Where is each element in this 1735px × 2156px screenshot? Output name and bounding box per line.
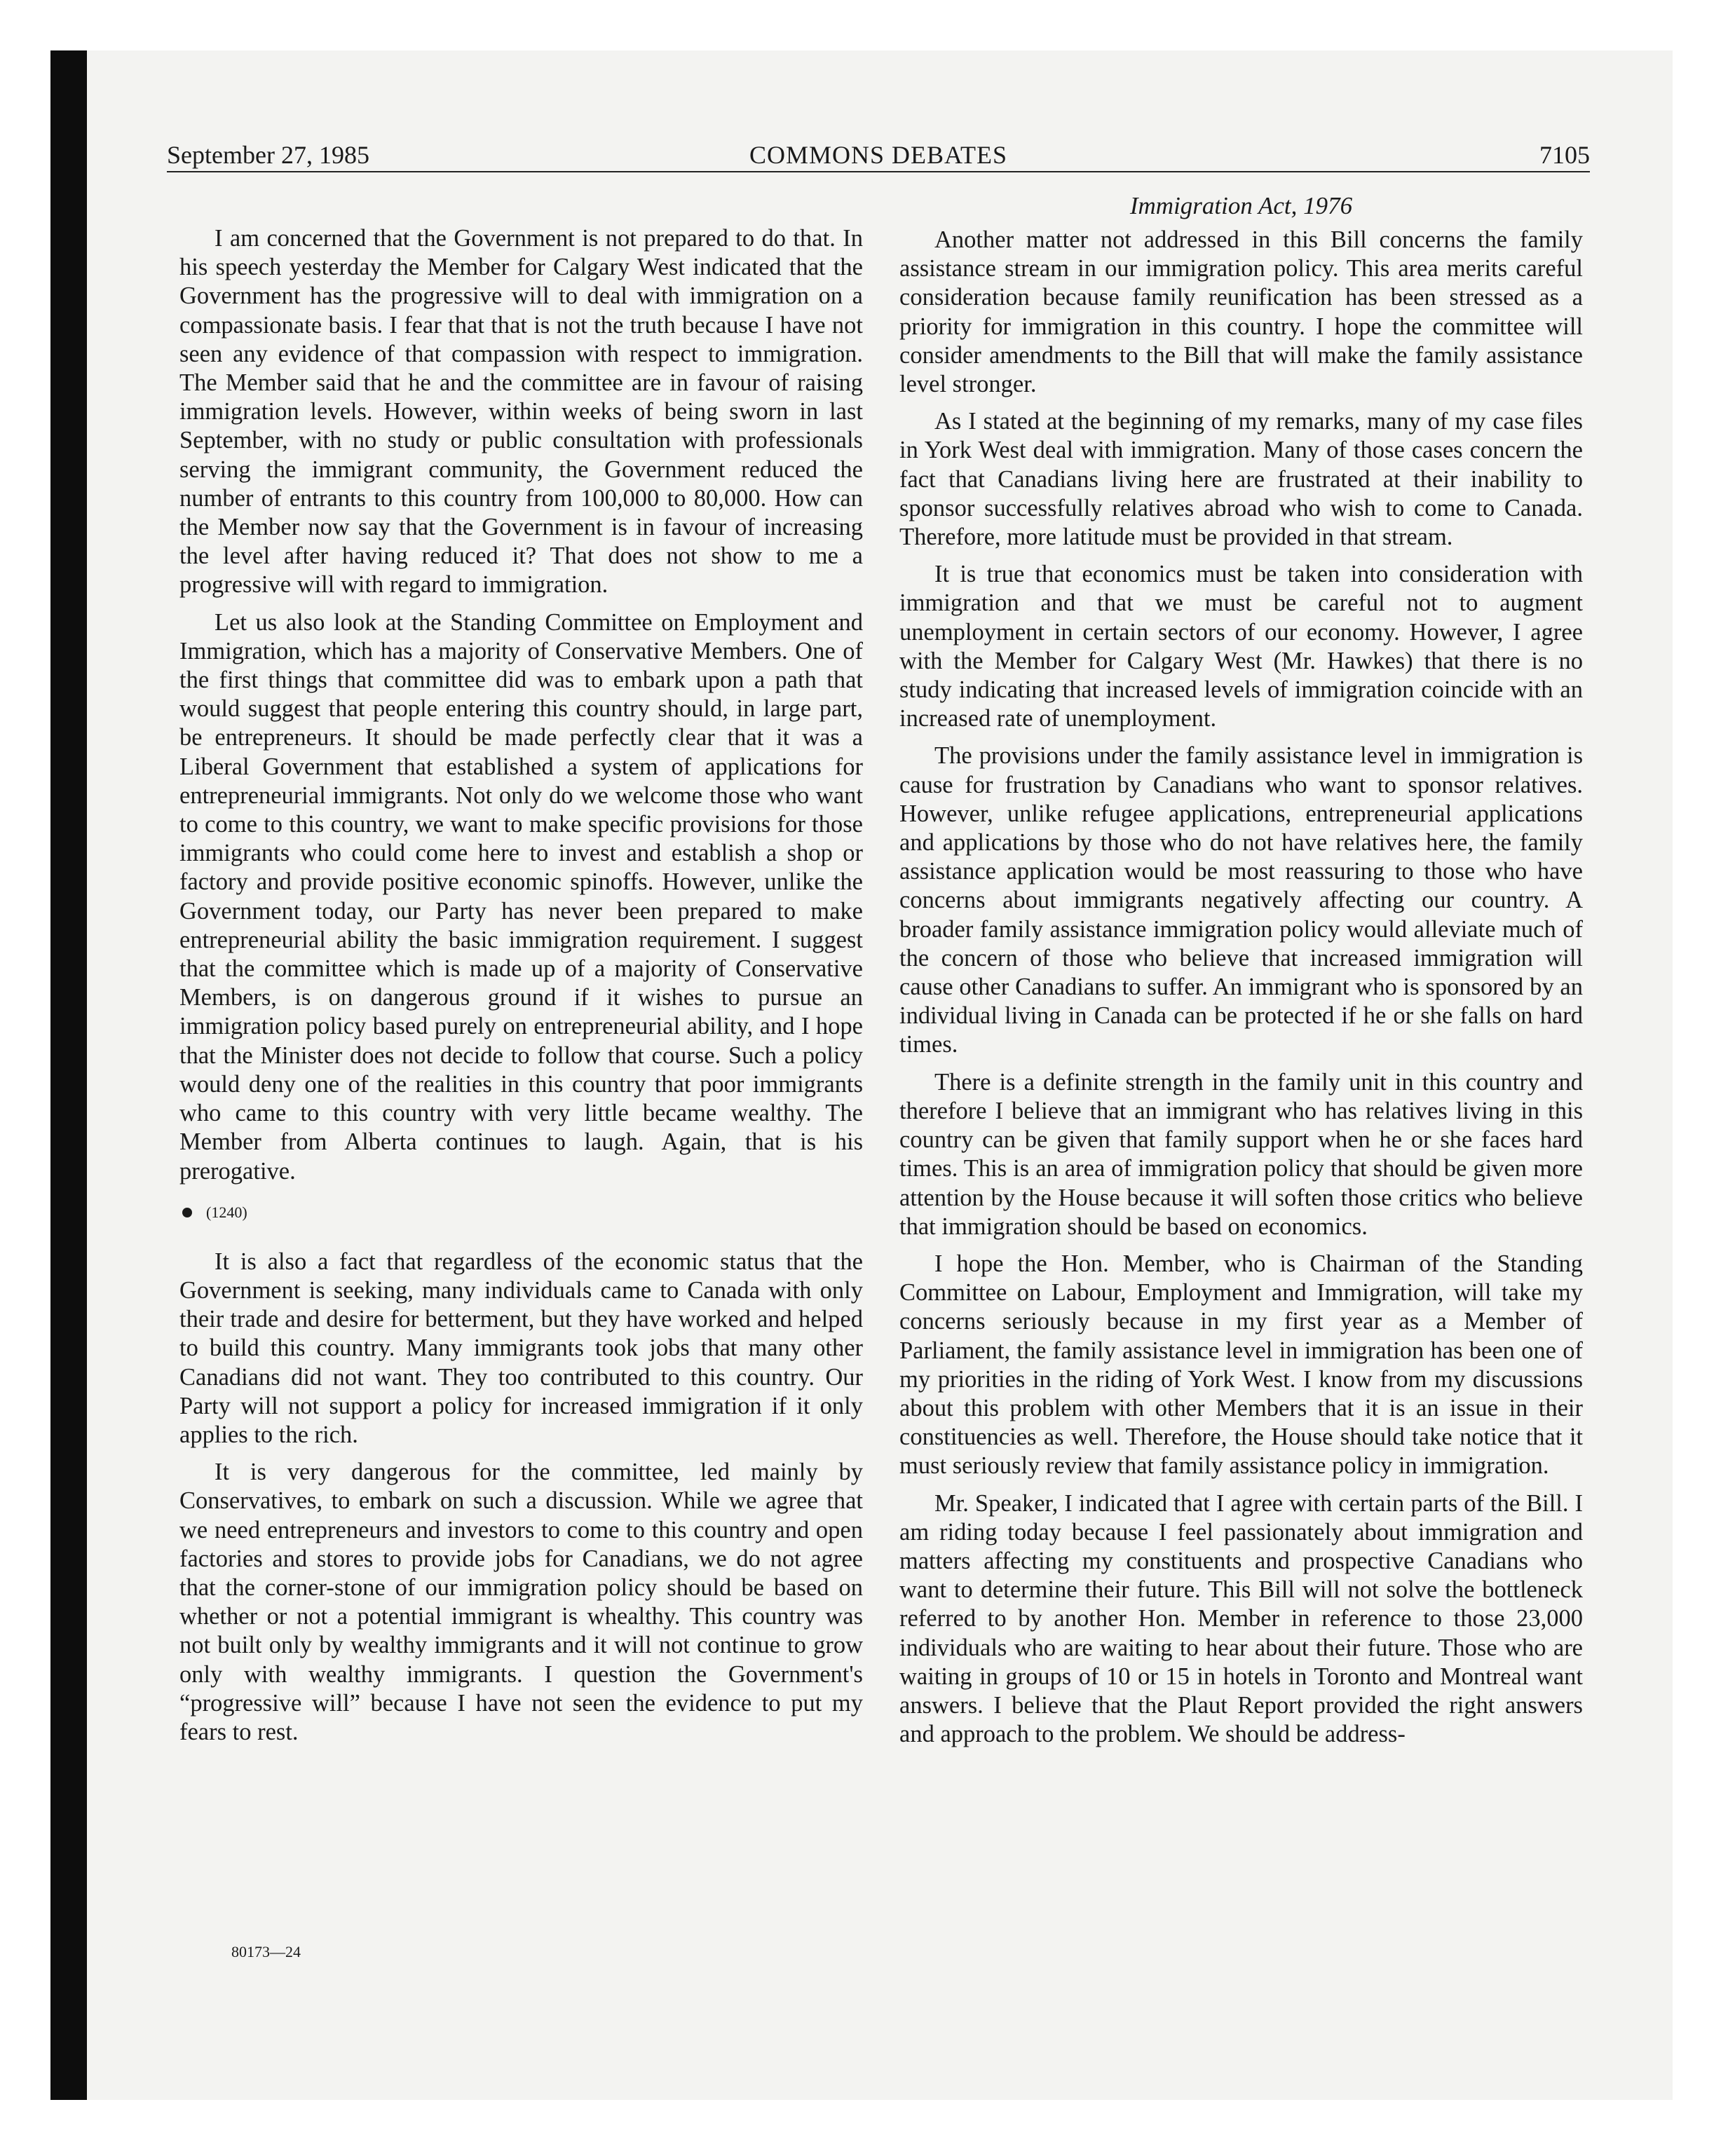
paragraph: The provisions under the family assistance level in immigration is cause for frustration by Canadians who want to sponsor relatives. However, unlike refugee applications, entrepreneurial applications and applications by those who do not have relatives here, the family assistance application would be most reassuring to those who have concerns about immigrants negatively affecting our country. A broader family assistance immigration policy would alleviate much of the concern of those who believe that increased immigration will cause other Canadians to suffer. An immigrant who is sponsored by an individual living in Canada can be protected if he or she falls on hard times. <box>899 742 1583 1058</box>
left-column <box>179 224 863 1755</box>
right-column-heading: Immigration Act, 1976 <box>1129 192 1353 219</box>
paragraph: It is very dangerous for the committee, led mainly by Conservatives, to embark on such a discussion. While we agree that we need entrepreneurs and investors to come to this country and open factories and stores to provide jobs for Canadians, we do not agree that the corner-stone of our immigration policy should be based on whether or not a potential immigrant is whealthy. This country was not built only by wealthy immigrants and it will not continue to grow only with wealthy immigrants. I question the Government's “progressive will” because I have not seen the evidence to put my fears to rest. <box>179 1459 863 1745</box>
paragraph: Another matter not addressed in this Bill concerns the family assistance stream in our immigration policy. This area merits careful consideration because family reunification has been stressed as a priority for immigration in this country. I hope the committee will consider amendments to the Bill that will make the family assistance level stronger. <box>899 226 1583 398</box>
page-header <box>167 137 1590 172</box>
footer-print-code: 80173—24 <box>231 1943 301 1960</box>
paragraph: As I stated at the beginning of my remarks, many of my case files in York West deal with immigration. Many of those cases concern the fact that Canadians living here are frustrated at their inability to sponsor successfully relatives abroad who wish to come to Canada. Therefore, more latitude must be provided in that stream. <box>899 408 1583 551</box>
bullet-icon <box>182 1208 192 1217</box>
paragraph: It is also a fact that regardless of the economic status that the Government is seeking, many individuals came to Canada with only their trade and desire for betterment, but they have worked and helped to build this country. Many immigrants took jobs that many other Canadians did not want. They too contributed to this country. Our Party will not support a policy for increased immigration if it only applies to the rich. <box>179 1248 863 1448</box>
paragraph: Mr. Speaker, I indicated that I agree with certain parts of the Bill. I am riding today because I feel passionately about immigration and matters affecting my constituents and prospective Canadians who want to determine their future. This Bill will not solve the bottleneck referred to by another Hon. Member in reference to those 23,000 individuals who are waiting to hear about their future. Those who are waiting in groups of 10 or 15 in hotels in Toronto and Montreal want answers. I believe that the Plaut Report provided the right answers and approach to the problem. We should be address- <box>899 1489 1583 1748</box>
header-rule <box>167 171 1590 172</box>
header-title: COMMONS DEBATES <box>749 141 1008 169</box>
paragraph: I am concerned that the Government is not prepared to do that. In his speech yesterday the Member for Calgary West indicated that the Government has the progressive will to deal with immigration on a compassionate basis. I fear that that is not the truth because I have not seen any evidence of that compassion with respect to immigration. The Member said that he and the committee are in favour of raising immigration levels. However, within weeks of being sworn in last September, with no study or public consultation with professionals serving the immigrant community, the Government reduced the number of entrants to this country from 100,000 to 80,000. How can the Member now say that the Government is in favour of increasing the level after having reduced it? That does not show to me a progressive will with regard to immigration. <box>179 225 863 599</box>
paragraph: I hope the Hon. Member, who is Chairman of the Standing Committee on Labour, Employment and Immigration, will take my concerns seriously because in my first year as a Member of Parliament, the family assistance level in immigration has been one of my priorities in the riding of York West. I know from my discussions about this problem with other Members that it is an issue in their constituencies as well. Therefore, the House should take notice that it must seriously review that family assistance policy in immigration. <box>899 1250 1583 1480</box>
time-marker-label: (1240) <box>206 1203 247 1221</box>
header-date: September 27, 1985 <box>167 141 369 169</box>
paragraph: There is a definite strength in the family unit in this country and therefore I believe that an immigrant who has relatives living in this country can be given that family support when he or she faces hard times. This is an area of immigration policy that should be given more attention by the House because it will soften those critics who believe that immigration should be based on economics. <box>899 1068 1583 1240</box>
right-column <box>899 226 1583 1757</box>
paragraph: Let us also look at the Standing Committee on Employment and Immigration, which has a majority of Conservative Members. One of the first things that committee did was to embark upon a path that would suggest that people entering this country should, in large part, be entrepreneurs. It should be made perfectly clear that it was a Liberal Government that established a system of applications for entrepreneurial immigrants. Not only do we welcome those who want to come to this country, we want to make specific provisions for those immigrants who could come here to invest and establish a shop or factory and provide positive economic spinoffs. However, unlike the Government today, our Party has never been prepared to make entrepreneurial ability the basic immigration requirement. I suggest that the committee which is made up of a majority of Conservative Members, is on dangerous ground if it wishes to pursue an immigration policy based purely on entrepreneurial ability, and I hope that the Minister does not decide to follow that course. Such a policy would deny one of the realities in this country that poor immigrants who came to this country with very little became wealthy. The Member from Alberta continues to laugh. Again, that is his prerogative. <box>179 608 863 1185</box>
binding-edge <box>50 50 87 2100</box>
time-marker <box>179 1199 863 1227</box>
header-page-number: 7105 <box>1539 141 1590 169</box>
paragraph: It is true that economics must be taken into consideration with immigration and that we must be careful not to augment unemployment in certain sectors of our economy. However, I agree with the Member for Calgary West (Mr. Hawkes) that there is no study indicating that increased levels of immigration coincide with an increased rate of unemployment. <box>899 561 1583 732</box>
